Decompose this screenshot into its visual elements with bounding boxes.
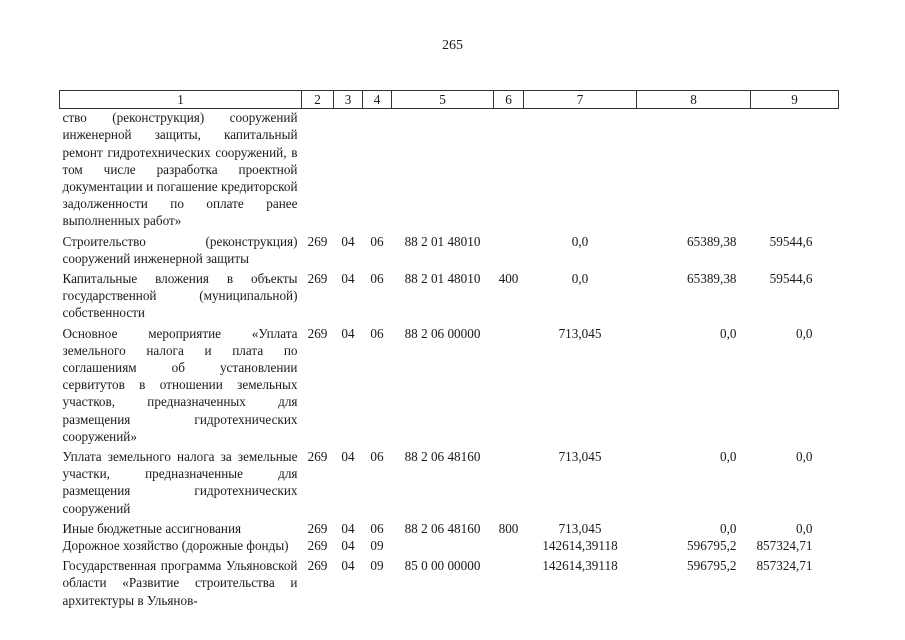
cell-target-article: 88 2 06 48160 (404, 449, 481, 465)
row-name: Дорожное хозяйство (дорожные фонды) (62, 538, 289, 554)
row-name: Строительство (реконструкция) сооружений инженерной защиты (62, 233, 298, 266)
cell-amount-1: 142614,39118 (542, 538, 618, 554)
cell-target-article (392, 537, 494, 554)
cell-section (334, 109, 363, 230)
cell-amount-2 (637, 109, 751, 230)
row-name: Капитальные вложения в объекты государственной (муниципальной) собственности (62, 271, 298, 321)
cell-amount-3: 857324,71 (756, 538, 813, 554)
cell-amount-2: 0,0 (720, 520, 737, 536)
cell-section: 04 (341, 271, 355, 287)
cell-subsection: 06 (370, 449, 384, 465)
page-number: 265 (442, 38, 463, 53)
cell-amount-1: 713,045 (558, 520, 602, 536)
cell-subsection: 09 (370, 558, 384, 574)
cell-amount-1: 142614,39118 (542, 558, 618, 574)
cell-subsection: 06 (370, 233, 384, 249)
cell-subsection: 06 (370, 520, 384, 536)
cell-subsection: 06 (370, 325, 384, 341)
cell-amount-3: 59544,6 (769, 233, 813, 249)
table-row (60, 537, 839, 554)
cell-amount-1: 713,045 (558, 449, 602, 465)
cell-amount-3: 0,0 (796, 325, 813, 341)
table-row (60, 109, 839, 230)
cell-admin-code: 269 (307, 538, 328, 554)
header-row (60, 91, 839, 109)
row-name: Уплата земельного налога за земельные участки, предназначенные для размещения гидротехнических сооружений (62, 449, 298, 516)
cell-amount-3: 0,0 (796, 449, 813, 465)
table-row (60, 517, 839, 537)
cell-admin-code: 269 (307, 520, 328, 536)
cell-amount-1: 713,045 (558, 325, 602, 341)
cell-amount-2: 65389,38 (687, 233, 737, 249)
cell-expense-type (494, 230, 524, 267)
row-name: Основное мероприятие «Уплата земельного налога и плата по соглашениям об установлении сервитутов в отношении земельных участков, предназначенных для размещения гидротехнических сооружений» (62, 325, 298, 444)
table-row (60, 230, 839, 267)
cell-admin-code: 269 (307, 271, 328, 287)
cell-expense-type (494, 554, 524, 609)
cell-amount-2: 0,0 (720, 325, 737, 341)
column-header: 1 (60, 91, 302, 109)
cell-amount-2: 65389,38 (687, 271, 737, 287)
table-row (60, 267, 839, 322)
row-name: ство (реконструкция) сооружений инженерной защиты, капитальный ремонт гидротехнических сооружений, в том числе разработка проектной документации и погашение кредиторской задолженности по оплате ранее выполненных работ» (62, 110, 298, 229)
column-header: 2 (302, 91, 334, 109)
cell-amount-2: 596795,2 (687, 538, 737, 554)
cell-amount-2: 596795,2 (687, 558, 737, 574)
column-header: 4 (363, 91, 392, 109)
cell-amount-3: 0,0 (796, 520, 813, 536)
cell-section: 04 (341, 233, 355, 249)
column-header: 5 (392, 91, 494, 109)
cell-expense-type (494, 109, 524, 230)
column-header: 3 (334, 91, 363, 109)
cell-expense-type (494, 537, 524, 554)
cell-target-article: 88 2 01 48010 (404, 271, 481, 287)
budget-table (59, 90, 839, 609)
cell-amount-1: 0,0 (571, 271, 589, 287)
column-header: 7 (524, 91, 637, 109)
cell-target-article: 85 0 00 00000 (404, 558, 481, 574)
cell-subsection (363, 109, 392, 230)
cell-section: 04 (341, 520, 355, 536)
cell-subsection: 09 (370, 538, 384, 554)
column-header: 8 (637, 91, 751, 109)
cell-admin-code: 269 (307, 233, 328, 249)
cell-amount-3: 59544,6 (769, 271, 813, 287)
cell-target-article: 88 2 06 00000 (404, 325, 481, 341)
cell-expense-type (494, 445, 524, 517)
cell-expense-type (494, 322, 524, 445)
cell-amount-1: 0,0 (571, 233, 589, 249)
cell-subsection: 06 (370, 271, 384, 287)
cell-amount-3: 857324,71 (756, 558, 813, 574)
cell-target-article (392, 109, 494, 230)
column-header: 9 (751, 91, 839, 109)
cell-section: 04 (341, 558, 355, 574)
column-header: 6 (494, 91, 524, 109)
cell-section: 04 (341, 538, 355, 554)
cell-expense-type: 800 (498, 520, 519, 536)
table-row (60, 445, 839, 517)
row-name: Иные бюджетные ассигнования (62, 520, 242, 536)
cell-section: 04 (341, 449, 355, 465)
table-row (60, 554, 839, 609)
cell-section: 04 (341, 325, 355, 341)
cell-admin-code: 269 (307, 449, 328, 465)
cell-expense-type: 400 (498, 271, 519, 287)
table-row (60, 322, 839, 445)
cell-admin-code (302, 109, 334, 230)
cell-amount-3 (751, 109, 839, 230)
cell-target-article: 88 2 06 48160 (404, 520, 481, 536)
cell-amount-1 (524, 109, 637, 230)
cell-target-article: 88 2 01 48010 (404, 233, 481, 249)
cell-amount-2: 0,0 (720, 449, 737, 465)
cell-admin-code: 269 (307, 558, 328, 574)
cell-admin-code: 269 (307, 325, 328, 341)
row-name: Государственная программа Ульяновской области «Развитие строительства и архитектуры в Ульянов- (62, 558, 298, 608)
